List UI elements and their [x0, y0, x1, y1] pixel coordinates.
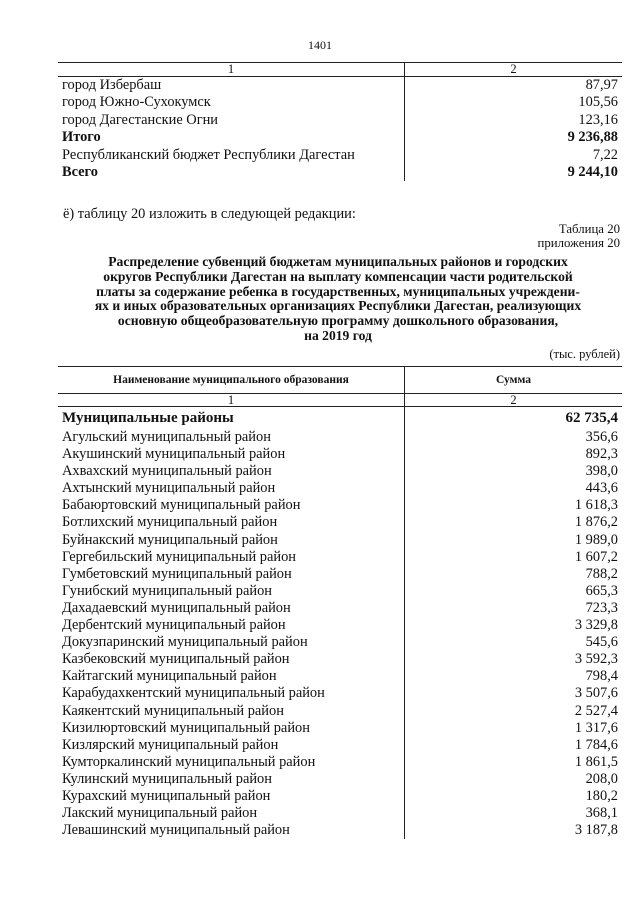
row-value: 105,56 — [578, 94, 618, 111]
municipality-name: Карабудахкентский муниципальный район — [58, 685, 405, 702]
title-line: основную общеобразовательную программу дошкольного образования, — [117, 313, 559, 329]
municipality-name: Ботлихский муниципальный район — [58, 514, 405, 531]
municipality-name: Кизилюртовский муниципальный район — [58, 720, 405, 737]
subsidy-amount: 356,6 — [585, 429, 618, 445]
row-value: 7,22 — [592, 146, 618, 163]
subsidy-amount: 1 607,2 — [574, 548, 618, 565]
table-row — [58, 497, 622, 514]
section-name: Муниципальные районы — [58, 407, 405, 430]
row-value: 87,97 — [585, 77, 618, 93]
table-label-number: Таблица 20 — [558, 222, 620, 236]
table-row — [58, 164, 622, 181]
municipality-name: Ахвахский муниципальный район — [58, 463, 405, 480]
column-number-1: 1 — [58, 394, 405, 407]
table-row — [58, 532, 622, 549]
municipality-name: Бабаюртовский муниципальный район — [58, 497, 405, 514]
table-row — [58, 651, 622, 668]
municipality-name: Кулинский муниципальный район — [58, 771, 405, 788]
subsidy-amount: 3 187,8 — [574, 822, 618, 839]
table-header-row — [58, 367, 622, 394]
title-line: округов Республики Дагестан на выплату компенсации части родительской — [103, 268, 573, 284]
table-row — [58, 754, 622, 771]
table-row — [58, 549, 622, 566]
municipality-name: Кизлярский муниципальный район — [58, 737, 405, 754]
subsidy-amount: 665,3 — [585, 582, 618, 599]
subsidy-amount: 1 989,0 — [574, 531, 618, 548]
title-line: платы за содержание ребенка в государственных, муниципальных учреждени- — [96, 283, 580, 299]
subsidy-amount: 368,1 — [585, 805, 618, 822]
table-row — [58, 737, 622, 754]
table-row — [58, 514, 622, 531]
subsidy-amount: 1 618,3 — [574, 497, 618, 514]
row-value: 9 244,10 — [567, 164, 618, 181]
subsidy-amount: 1 784,6 — [574, 736, 618, 753]
table-header-row — [58, 63, 622, 77]
municipality-name: Кумторкалинский муниципальный район — [58, 754, 405, 771]
municipality-name: Дахадаевский муниципальный район — [58, 600, 405, 617]
subsidy-distribution-table — [58, 366, 622, 839]
subsidy-amount: 2 527,4 — [574, 702, 618, 719]
subsidy-amount: 443,6 — [585, 480, 618, 497]
document-title — [58, 255, 618, 344]
subsidy-amount: 3 507,6 — [574, 685, 618, 702]
municipality-name: Курахский муниципальный район — [58, 788, 405, 805]
table-row — [58, 668, 622, 685]
table-row — [58, 720, 622, 737]
municipality-name: Акушинский муниципальный район — [58, 446, 405, 463]
header-sum: Сумма — [405, 367, 623, 394]
municipality-name: Гумбетовский муниципальный район — [58, 566, 405, 583]
budget-summary-table — [58, 62, 622, 181]
table-label — [538, 222, 621, 250]
table-row — [58, 685, 622, 702]
table-row — [58, 703, 622, 720]
subsidy-amount: 723,3 — [585, 599, 618, 616]
municipality-name: Гергебильский муниципальный район — [58, 549, 405, 566]
table-row — [58, 583, 622, 600]
table-row — [58, 788, 622, 805]
municipality-name: Агульский муниципальный район — [58, 429, 405, 446]
table-row — [58, 147, 622, 164]
title-line: Распределение субвенций бюджетам муниципальных районов и городских — [108, 254, 568, 269]
municipality-name: Гунибский муниципальный район — [58, 583, 405, 600]
table-row — [58, 480, 622, 497]
column-number-2: 2 — [405, 394, 623, 407]
row-name: город Дагестанские Огни — [58, 112, 405, 129]
row-value: 9 236,88 — [567, 129, 618, 146]
table-row — [58, 822, 622, 839]
table-row — [58, 446, 622, 463]
row-name: город Избербаш — [58, 77, 405, 95]
table-row — [58, 634, 622, 651]
table-row — [58, 617, 622, 634]
table-row — [58, 429, 622, 446]
amendment-instruction: ё) таблицу 20 изложить в следующей редакции: — [63, 206, 356, 222]
municipality-name: Каякентский муниципальный район — [58, 703, 405, 720]
subsidy-amount: 3 592,3 — [574, 651, 618, 668]
municipality-name: Кайтагский муниципальный район — [58, 668, 405, 685]
subsidy-amount: 1 317,6 — [574, 719, 618, 736]
column-number-1: 1 — [58, 63, 405, 77]
section-row — [58, 407, 622, 430]
column-number-2: 2 — [405, 63, 623, 77]
municipality-name: Ахтынский муниципальный район — [58, 480, 405, 497]
header-municipality: Наименование муниципального образования — [58, 367, 405, 394]
municipality-name: Лакский муниципальный район — [58, 805, 405, 822]
title-line: ях и иных образовательных организациях Республики Дагестан, реализующих — [94, 298, 582, 314]
table-label-appendix: приложения 20 — [537, 236, 620, 250]
municipality-name: Казбековский муниципальный район — [58, 651, 405, 668]
subsidy-amount: 892,3 — [585, 446, 618, 463]
table-row — [58, 77, 622, 95]
row-name: Итого — [58, 129, 405, 146]
subsidy-amount: 1 876,2 — [574, 514, 618, 531]
subsidy-amount: 788,2 — [585, 565, 618, 582]
subsidy-amount: 3 329,8 — [574, 617, 618, 634]
subsidy-amount: 208,0 — [585, 770, 618, 787]
units-label: (тыс. рублей) — [549, 347, 620, 361]
section-total: 62 735,4 — [565, 410, 618, 426]
municipality-name: Буйнакский муниципальный район — [58, 532, 405, 549]
table-row — [58, 129, 622, 146]
subsidy-amount: 798,4 — [585, 668, 618, 685]
subsidy-amount: 545,6 — [585, 634, 618, 651]
subsidy-amount: 1 861,5 — [574, 753, 618, 770]
table-row — [58, 771, 622, 788]
page-number: 1401 — [308, 38, 332, 52]
table-row — [58, 463, 622, 480]
municipality-name: Дербентский муниципальный район — [58, 617, 405, 634]
municipality-name: Докузпаринский муниципальный район — [58, 634, 405, 651]
subsidy-amount: 398,0 — [585, 463, 618, 480]
table-row — [58, 94, 622, 111]
table-row — [58, 600, 622, 617]
row-name: город Южно-Сухокумск — [58, 94, 405, 111]
title-line: на 2019 год — [304, 327, 372, 343]
row-name: Всего — [58, 164, 405, 181]
municipality-name: Левашинский муниципальный район — [58, 822, 405, 839]
subsidy-amount: 180,2 — [585, 787, 618, 804]
row-name: Республиканский бюджет Республики Дагестан — [58, 147, 405, 164]
table-row — [58, 112, 622, 129]
column-number-row — [58, 394, 622, 407]
table-row — [58, 566, 622, 583]
row-value: 123,16 — [578, 111, 618, 128]
table-row — [58, 805, 622, 822]
